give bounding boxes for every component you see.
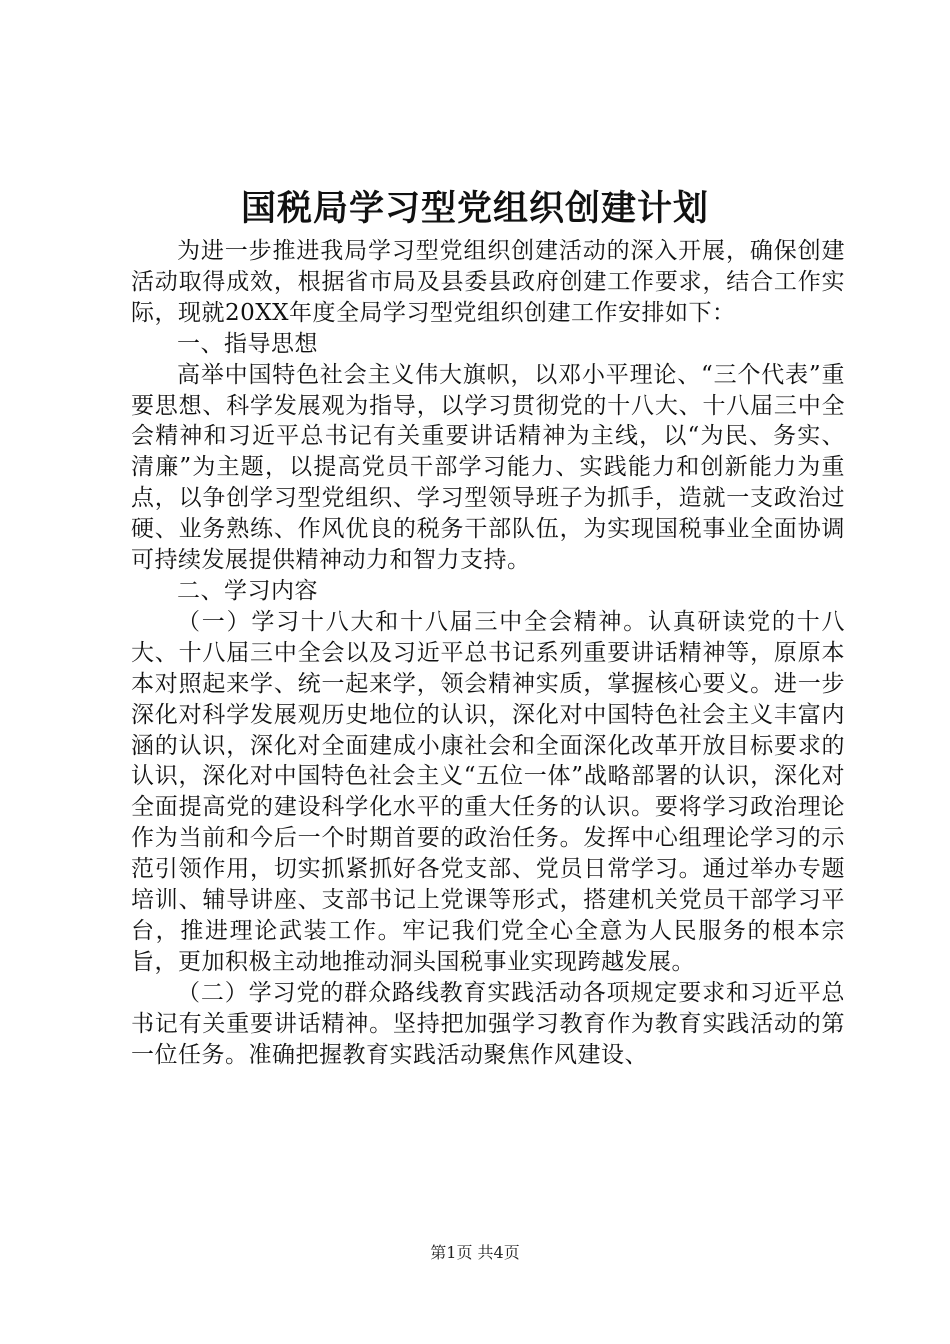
document-title: 国税局学习型党组织创建计划 xyxy=(240,188,709,229)
study-item-2-paragraph: （二）学习党的群众路线教育实践活动各项规定要求和习近平总书记有关重要讲话精神。坚持把加强学习教育作为教育实践活动的第一位任务。准确把握教育实践活动聚焦作风建设、 xyxy=(131,979,845,1068)
document-body xyxy=(131,236,845,1070)
study-item-1-paragraph: （一）学习十八大和十八届三中全会精神。认真研读党的十八大、十八届三中全会以及习近平总书记系列重要讲话精神等，原原本本对照起来学、统一起来学，领会精神实质，掌握核心要义。进一步深化对科学发展观历史地位的认识，深化对中国特色社会主义丰富内涵的认识，深化对全面建成小康社会和全面深化改革开放目标要求的认识，深化对中国特色社会主义“五位一体”战略部署的认识，深化对全面提高党的建设科学化水平的重大任务的认识。要将学习政治理论作为当前和今后一个时期首要的政治任务。发挥中心组理论学习的示范引领作用，切实抓紧抓好各党支部、党员日常学习。通过举办专题培训、辅导讲座、支部书记上党课等形式，搭建机关党员干部学习平台，推进理论武装工作。牢记我们党全心全意为人民服务的根本宗旨，更加积极主动地推动洞头国税事业实现跨越发展。 xyxy=(131,608,845,975)
page-footer: 第1页 共4页 xyxy=(430,1243,520,1262)
intro-paragraph: 为进一步推进我局学习型党组织创建活动的深入开展，确保创建活动取得成效，根据省市局及县委县政府创建工作要求，结合工作实际，现就20XX年度全局学习型党组织创建工作安排如下： xyxy=(131,238,845,326)
section-heading-study-content: 二、学习内容 xyxy=(177,577,318,604)
guiding-thought-paragraph: 高举中国特色社会主义伟大旗帜，以邓小平理论、“三个代表”重要思想、科学发展观为指导，以学习贯彻党的十八大、十八届三中全会精神和习近平总书记有关重要讲话精神为主线，以“为民、务实、清廉”为主题，以提高党员干部学习能力、实践能力和创新能力为重点，以争创学习型党组织、学习型领导班子为抓手，造就一支政治过硬、业务熟练、作风优良的税务干部队伍，为实现国税事业全面协调可持续发展提供精神动力和智力支持。 xyxy=(131,361,845,574)
section-heading-guiding-thought: 一、指导思想 xyxy=(177,330,318,357)
